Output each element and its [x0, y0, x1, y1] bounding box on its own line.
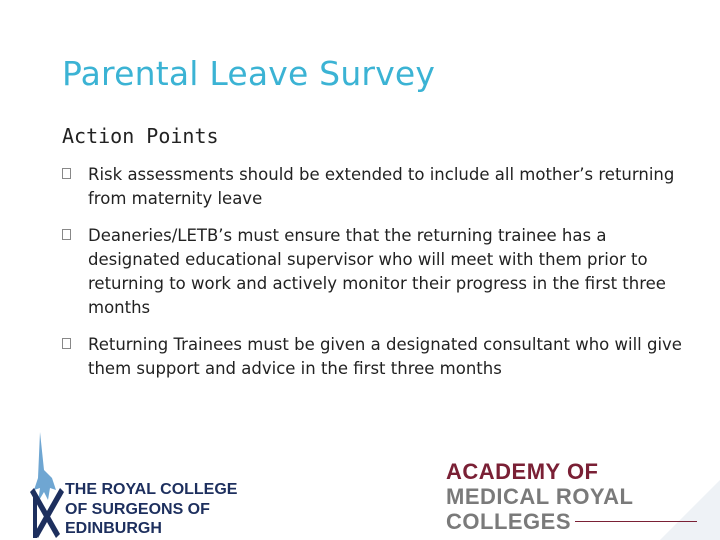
- rcs-logo-text: [65, 480, 237, 539]
- rcs-saltire-logo-icon: [30, 430, 64, 540]
- bullet-box-icon: [62, 338, 71, 349]
- academy-logo: [446, 459, 633, 534]
- academy-line-2: MEDICAL ROYAL: [446, 484, 634, 509]
- bullet-box-icon: [62, 229, 71, 240]
- rcs-line-3: EDINBURGH: [65, 520, 162, 537]
- academy-line-3: COLLEGES: [446, 509, 572, 534]
- slide-title: Parental Leave Survey: [62, 54, 436, 93]
- bullet-text: Returning Trainees must be given a designated consultant who will give them support and advice in the first three months: [88, 335, 682, 378]
- slide-subtitle: Action Points: [62, 124, 219, 148]
- bullet-text: Deaneries/LETB’s must ensure that the returning trainee has a designated educational supervisor who will meet with them prior to returning to work and actively monitor their progress in the first three months: [88, 226, 666, 317]
- bullet-list: [62, 163, 702, 394]
- rcs-line-2: OF SURGEONS OF: [65, 500, 210, 518]
- rcs-line-1: THE ROYAL COLLEGE: [65, 481, 238, 498]
- bullet-item: [62, 163, 702, 211]
- bullet-item: [62, 224, 702, 320]
- academy-line-1: ACADEMY OF: [446, 459, 599, 484]
- bullet-box-icon: [62, 168, 71, 179]
- academy-underline: [575, 521, 697, 522]
- bullet-text: Risk assessments should be extended to include all mother’s returning from maternity leave: [88, 165, 675, 208]
- bullet-item: [62, 333, 702, 381]
- corner-decoration: [660, 480, 720, 540]
